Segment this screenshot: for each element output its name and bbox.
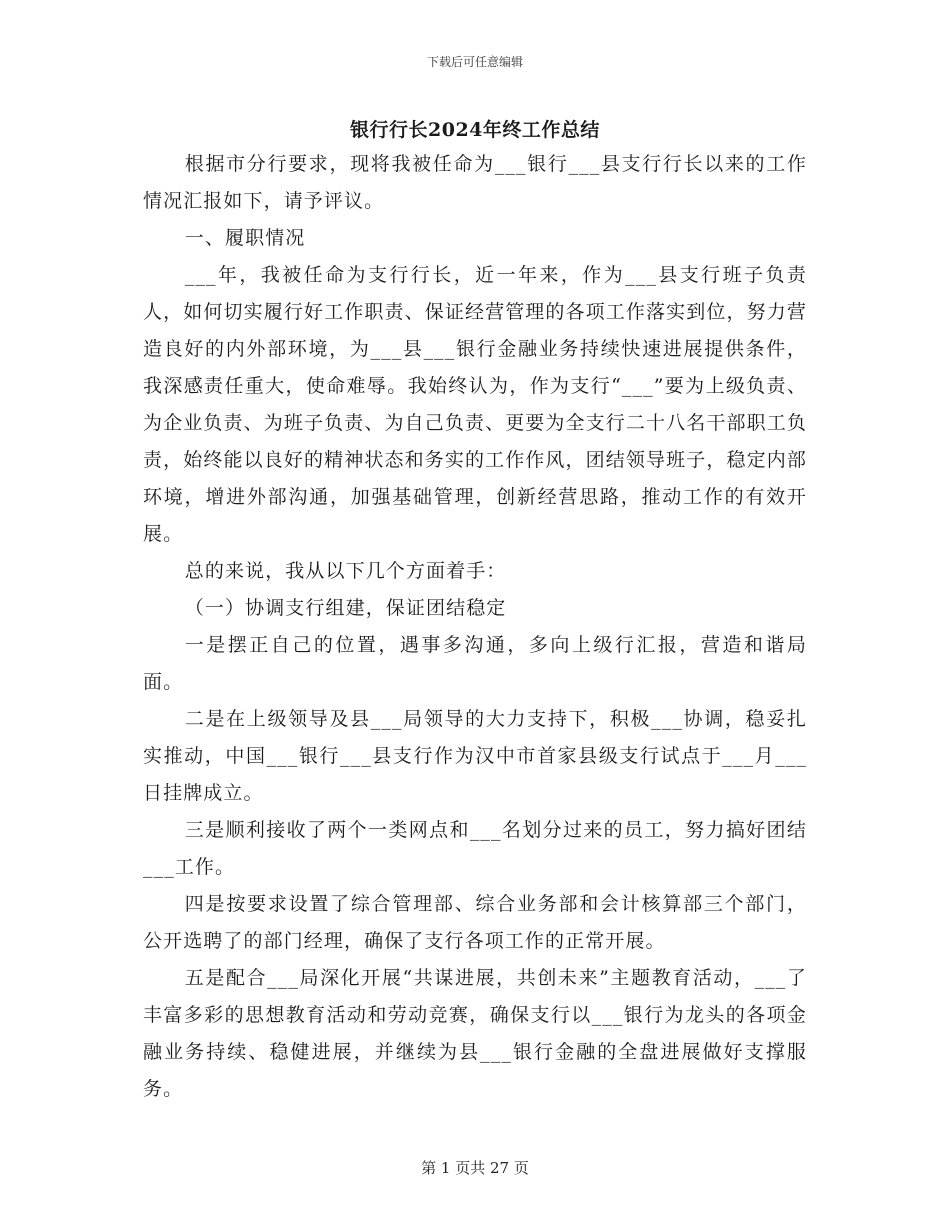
- paragraph-point-5: 五是配合___局深化开展“共谋进展，共创未来”主题教育活动，___了丰富多彩的思想教育活动和劳动竞赛，确保支行以___银行为龙头的各项金融业务持续、稳健进展，并继续为县___银行金融的全盘进展做好支撑服务。: [143, 967, 807, 1100]
- paragraph-summary-lead: 总的来说，我从以下几个方面着手：: [184, 560, 507, 582]
- paragraph-point-1: 一是摆正自己的位置，遇事多沟通，多向上级行汇报，营造和谐局面。: [143, 634, 807, 693]
- section-heading-1: 一、履职情况: [184, 227, 306, 249]
- page-number: 第 1 页共 27 页: [421, 1159, 529, 1177]
- document-title: 银行行长2024年终工作总结: [350, 119, 600, 141]
- header-note: 下载后可任意编辑: [426, 55, 523, 69]
- subsection-heading-1: （一）协调支行组建，保证团结稳定: [184, 597, 507, 619]
- paragraph-point-3: 三是顺利接收了两个一类网点和___名划分过来的员工，努力搞好团结___工作。: [143, 819, 807, 878]
- paragraph-point-4: 四是按要求设置了综合管理部、综合业务部和会计核算部三个部门，公开选聘了的部门经理，确保了支行各项工作的正常开展。: [143, 893, 807, 952]
- paragraph-point-2: 二是在上级领导及县___局领导的大力支持下，积极___协调，稳妥扎实推动，中国___银行___县支行作为汉中市首家县级支行试点于___月___日挂牌成立。: [143, 708, 807, 804]
- paragraph-intro: 根据市分行要求，现将我被任命为___银行___县支行行长以来的工作情况汇报如下，请予评议。: [143, 153, 807, 212]
- paragraph-duty-overview: ___年，我被任命为支行行长，近一年来，作为___县支行班子负责人，如何切实履行好工作职责、保证经营管理的各项工作落实到位，努力营造良好的内外部环境，为___县___银行金融业务持续快速进展提供条件，我深感责任重大，使命难辱。我始终认为，作为支行“___”要为上级负责、为企业负责、为班子负责、为自己负责、更要为全支行二十八名干部职工负责，始终能以良好的精神状态和务实的工作作风，团结领导班子，稳定内部环境，增进外部沟通，加强基础管理，创新经营思路，推动工作的有效开展。: [143, 264, 807, 545]
- document-body: [143, 146, 807, 1108]
